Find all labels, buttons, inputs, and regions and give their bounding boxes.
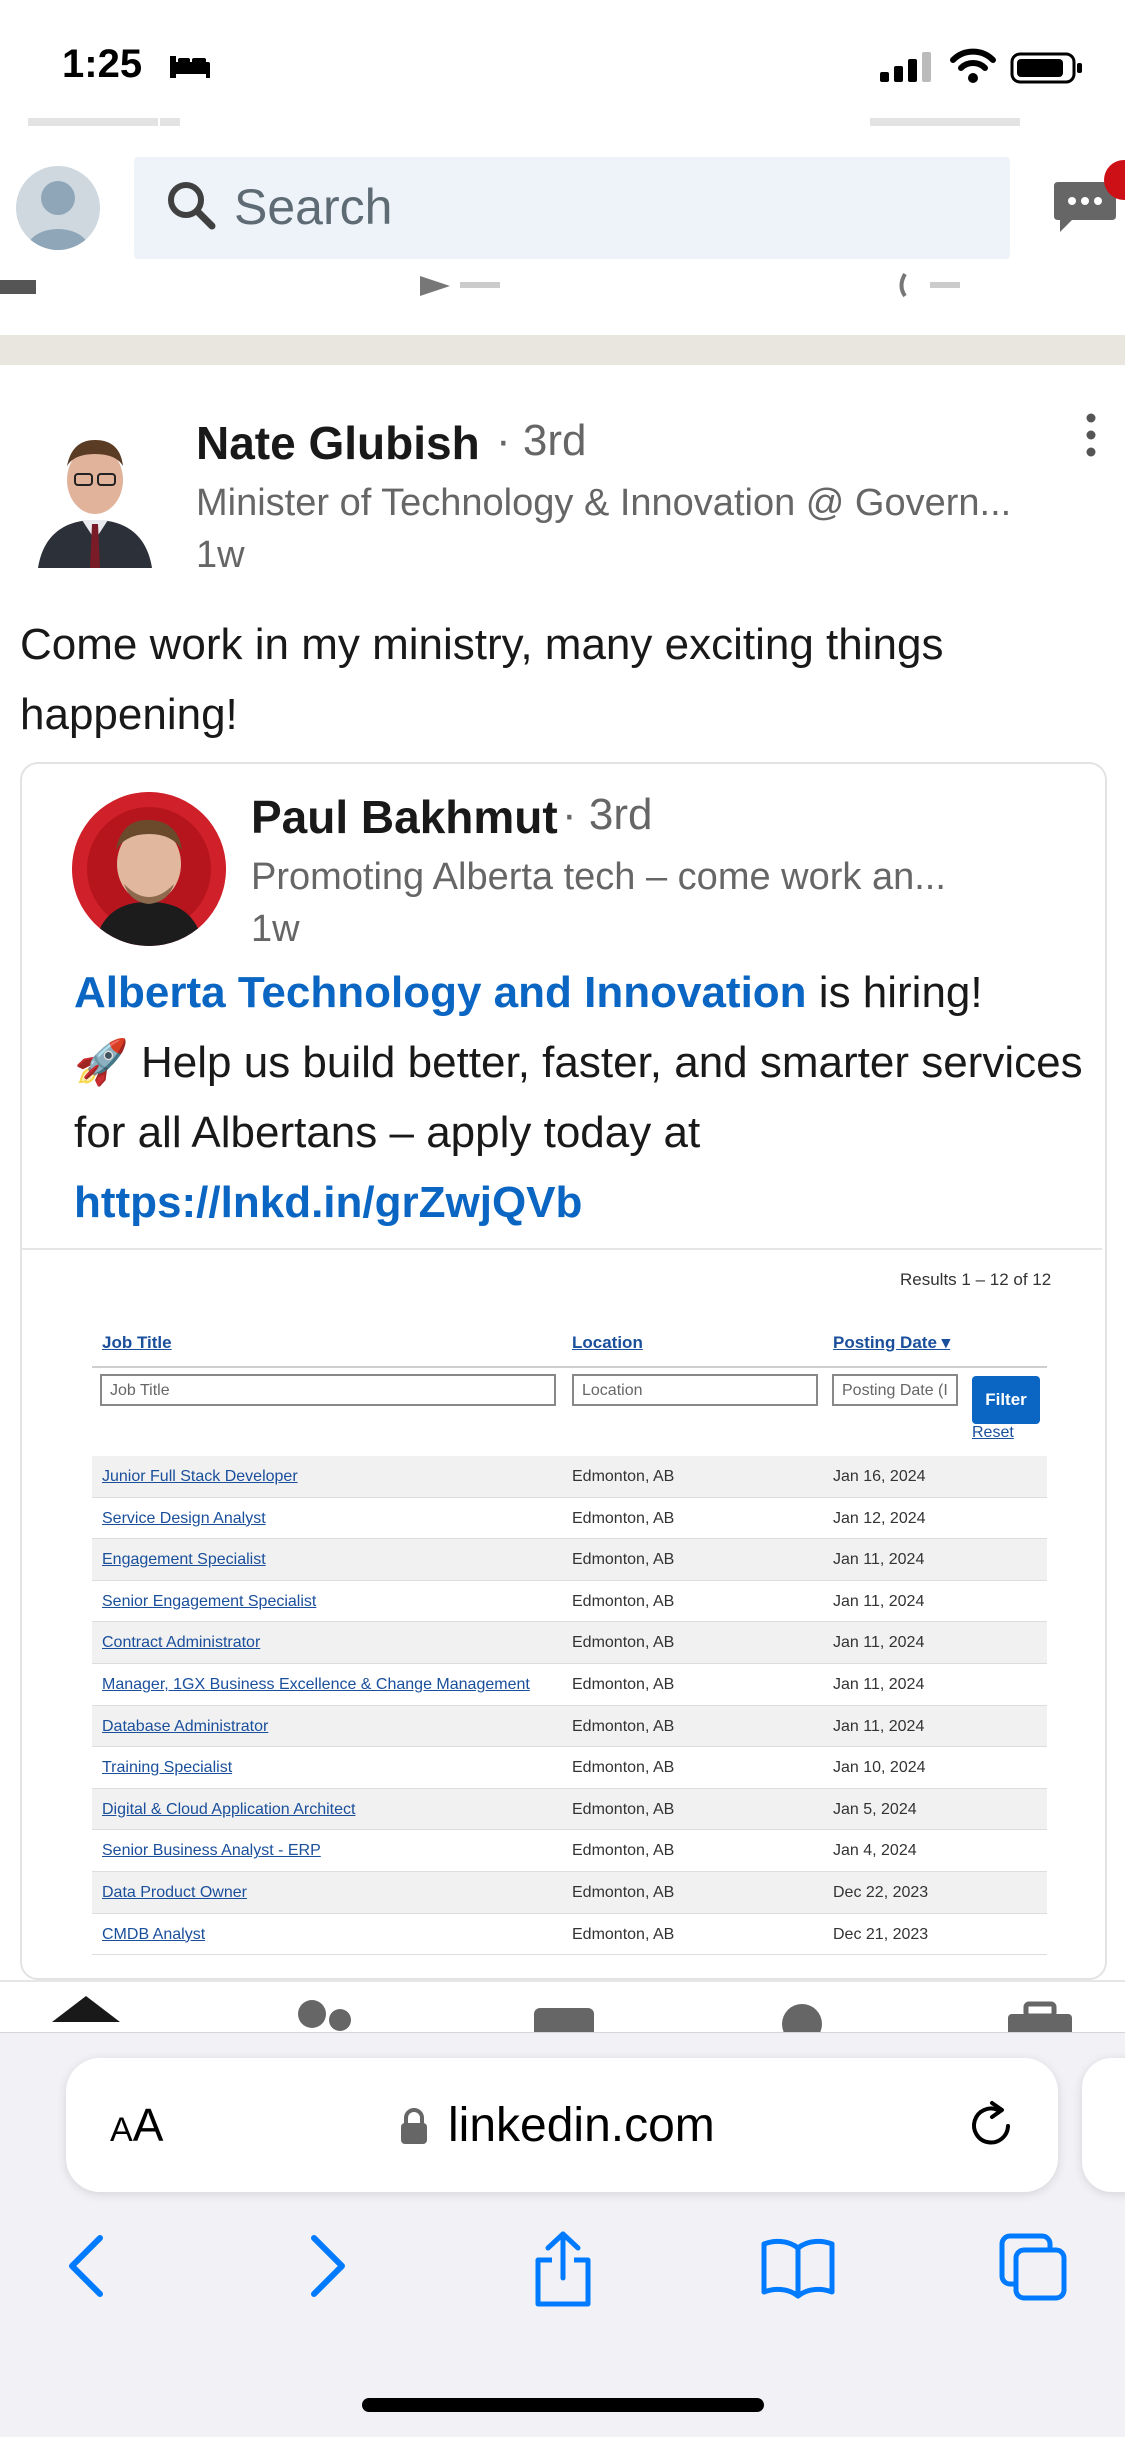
date-cell: Jan 11, 2024 — [833, 1717, 925, 1735]
notifications-icon[interactable] — [782, 2004, 822, 2034]
shared-author-headline: Promoting Alberta tech – come work an... — [251, 856, 946, 898]
shared-body: Help us build better, faster, and smarter services for all Albertans – apply today at — [74, 1038, 1083, 1157]
job-title-cell: Senior Engagement Specialist — [102, 1592, 317, 1610]
date-cell: Jan 11, 2024 — [833, 1592, 925, 1610]
jobs-icon[interactable] — [1008, 2004, 1072, 2034]
date-cell: Jan 5, 2024 — [833, 1800, 917, 1818]
org-link[interactable]: Alberta Technology and Innovation — [74, 968, 807, 1017]
date-cell: Dec 22, 2023 — [833, 1883, 929, 1901]
results-count: Results 1 – 12 of 12 — [900, 1270, 1052, 1289]
location-cell: Edmonton, AB — [572, 1551, 675, 1569]
table-row — [92, 1789, 1047, 1830]
shared-author-avatar[interactable] — [72, 792, 226, 946]
job-title-filter-field: Job Title — [100, 1374, 556, 1406]
date-cell: Jan 10, 2024 — [833, 1759, 926, 1777]
connection-degree: · 3rd — [562, 790, 653, 839]
location-cell: Edmonton, AB — [572, 1759, 675, 1777]
job-title-cell: Junior Full Stack Developer — [102, 1468, 298, 1485]
shared-post-text — [74, 958, 1084, 1238]
job-title-cell: Training Specialist — [102, 1759, 233, 1777]
apply-url-link[interactable]: https://lnkd.in/grZwjQVb — [74, 1178, 583, 1227]
more-options-icon[interactable] — [1080, 410, 1102, 465]
location-cell: Edmonton, AB — [572, 1800, 675, 1818]
forward-icon[interactable] — [304, 2230, 352, 2307]
author-name[interactable]: Nate Glubish — [196, 417, 480, 469]
location-cell: Edmonton, AB — [572, 1634, 675, 1652]
date-cell: Jan 11, 2024 — [833, 1634, 925, 1652]
table-header-line — [92, 1366, 1047, 1368]
scrolled-content-ghost — [0, 272, 1125, 298]
location-cell: Edmonton, AB — [572, 1509, 675, 1527]
wifi-icon — [950, 48, 996, 89]
table-row — [92, 1663, 1047, 1706]
job-title-cell: Senior Business Analyst - ERP — [102, 1842, 321, 1860]
image-divider — [22, 1248, 1102, 1250]
posting-date-filter-field: Posting Date (I — [832, 1374, 958, 1406]
shared-author-name[interactable]: Paul Bakhmut — [251, 791, 558, 843]
date-cell: Jan 16, 2024 — [833, 1468, 926, 1485]
job-title-cell: Data Product Owner — [102, 1883, 247, 1901]
job-title-cell: Digital & Cloud Application Architect — [102, 1800, 356, 1818]
job-title-cell: Service Design Analyst — [102, 1509, 266, 1527]
rocket-emoji: 🚀 — [74, 1038, 129, 1087]
home-icon[interactable] — [52, 1996, 120, 2022]
back-icon[interactable] — [62, 2230, 110, 2307]
location-cell: Edmonton, AB — [572, 1468, 675, 1485]
date-cell: Jan 12, 2024 — [833, 1509, 926, 1527]
table-row — [92, 1829, 1047, 1872]
author-headline: Minister of Technology & Innovation @ Govern... — [196, 482, 1012, 524]
my-network-icon[interactable] — [298, 2000, 351, 2031]
col-header-location: Location — [572, 1333, 643, 1352]
location-cell: Edmonton, AB — [572, 1883, 675, 1901]
search-icon — [164, 178, 218, 237]
feed-divider — [0, 335, 1125, 365]
location-cell: Edmonton, AB — [572, 1675, 675, 1693]
search-placeholder: Search — [234, 179, 393, 235]
author-avatar[interactable] — [30, 418, 160, 568]
location-cell: Edmonton, AB — [572, 1925, 675, 1943]
table-row — [92, 1706, 1047, 1747]
table-row — [92, 1913, 1047, 1956]
post-text: Come work in my ministry, many exciting things happening! — [20, 620, 944, 739]
table-row — [92, 1580, 1047, 1623]
job-title-cell: Manager, 1GX Business Excellence & Change Management — [102, 1675, 530, 1693]
table-row — [92, 1539, 1047, 1580]
cellular-signal-icon — [880, 52, 934, 87]
date-cell: Jan 4, 2024 — [833, 1842, 917, 1860]
table-row — [92, 1746, 1047, 1789]
battery-icon — [1010, 52, 1084, 89]
table-row — [92, 1622, 1047, 1663]
post-icon[interactable] — [534, 2008, 594, 2034]
bookmarks-icon[interactable] — [760, 2236, 836, 2305]
status-time: 1:25 — [62, 42, 143, 86]
job-title-cell: Engagement Specialist — [102, 1551, 266, 1569]
location-cell: Edmonton, AB — [572, 1842, 675, 1860]
job-title-cell: Contract Administrator — [102, 1634, 261, 1652]
scrolled-content-ghost — [0, 112, 1125, 132]
connection-degree: · 3rd — [496, 416, 587, 465]
home-indicator — [362, 2398, 764, 2412]
tabs-icon[interactable] — [998, 2232, 1070, 2309]
date-cell: Jan 11, 2024 — [833, 1551, 925, 1569]
date-cell: Dec 21, 2023 — [833, 1925, 929, 1943]
date-cell: Jan 11, 2024 — [833, 1675, 925, 1693]
location-filter-field: Location — [572, 1374, 818, 1406]
reload-icon[interactable] — [964, 2098, 1018, 2157]
job-title-cell: CMDB Analyst — [102, 1925, 206, 1943]
profile-avatar[interactable] — [16, 166, 100, 250]
table-row — [92, 1497, 1047, 1540]
post-timestamp: 1w — [196, 534, 245, 576]
lock-icon — [398, 2106, 430, 2151]
location-cell: Edmonton, AB — [572, 1592, 675, 1610]
filter-button: Filter — [972, 1376, 1040, 1424]
table-row — [92, 1872, 1047, 1913]
table-row — [92, 1456, 1047, 1497]
shared-post-timestamp: 1w — [251, 908, 300, 950]
job-title-cell: Database Administrator — [102, 1717, 269, 1735]
sleep-mode-icon — [168, 52, 212, 85]
reset-link: Reset — [972, 1424, 1014, 1441]
next-tab-peek[interactable] — [1082, 2058, 1125, 2192]
location-cell: Edmonton, AB — [572, 1717, 675, 1735]
page-settings-button[interactable]: AA — [110, 2099, 164, 2151]
share-icon[interactable] — [528, 2228, 598, 2313]
col-header-posting-date: Posting Date ▾ — [833, 1333, 951, 1352]
col-header-job-title: Job Title — [102, 1333, 172, 1352]
job-table-body — [92, 1456, 1047, 1955]
text-after-org: is hiring! — [806, 968, 983, 1017]
bottom-nav-bar — [0, 1980, 1125, 2034]
url-text[interactable]: linkedin.com — [448, 2099, 715, 2152]
